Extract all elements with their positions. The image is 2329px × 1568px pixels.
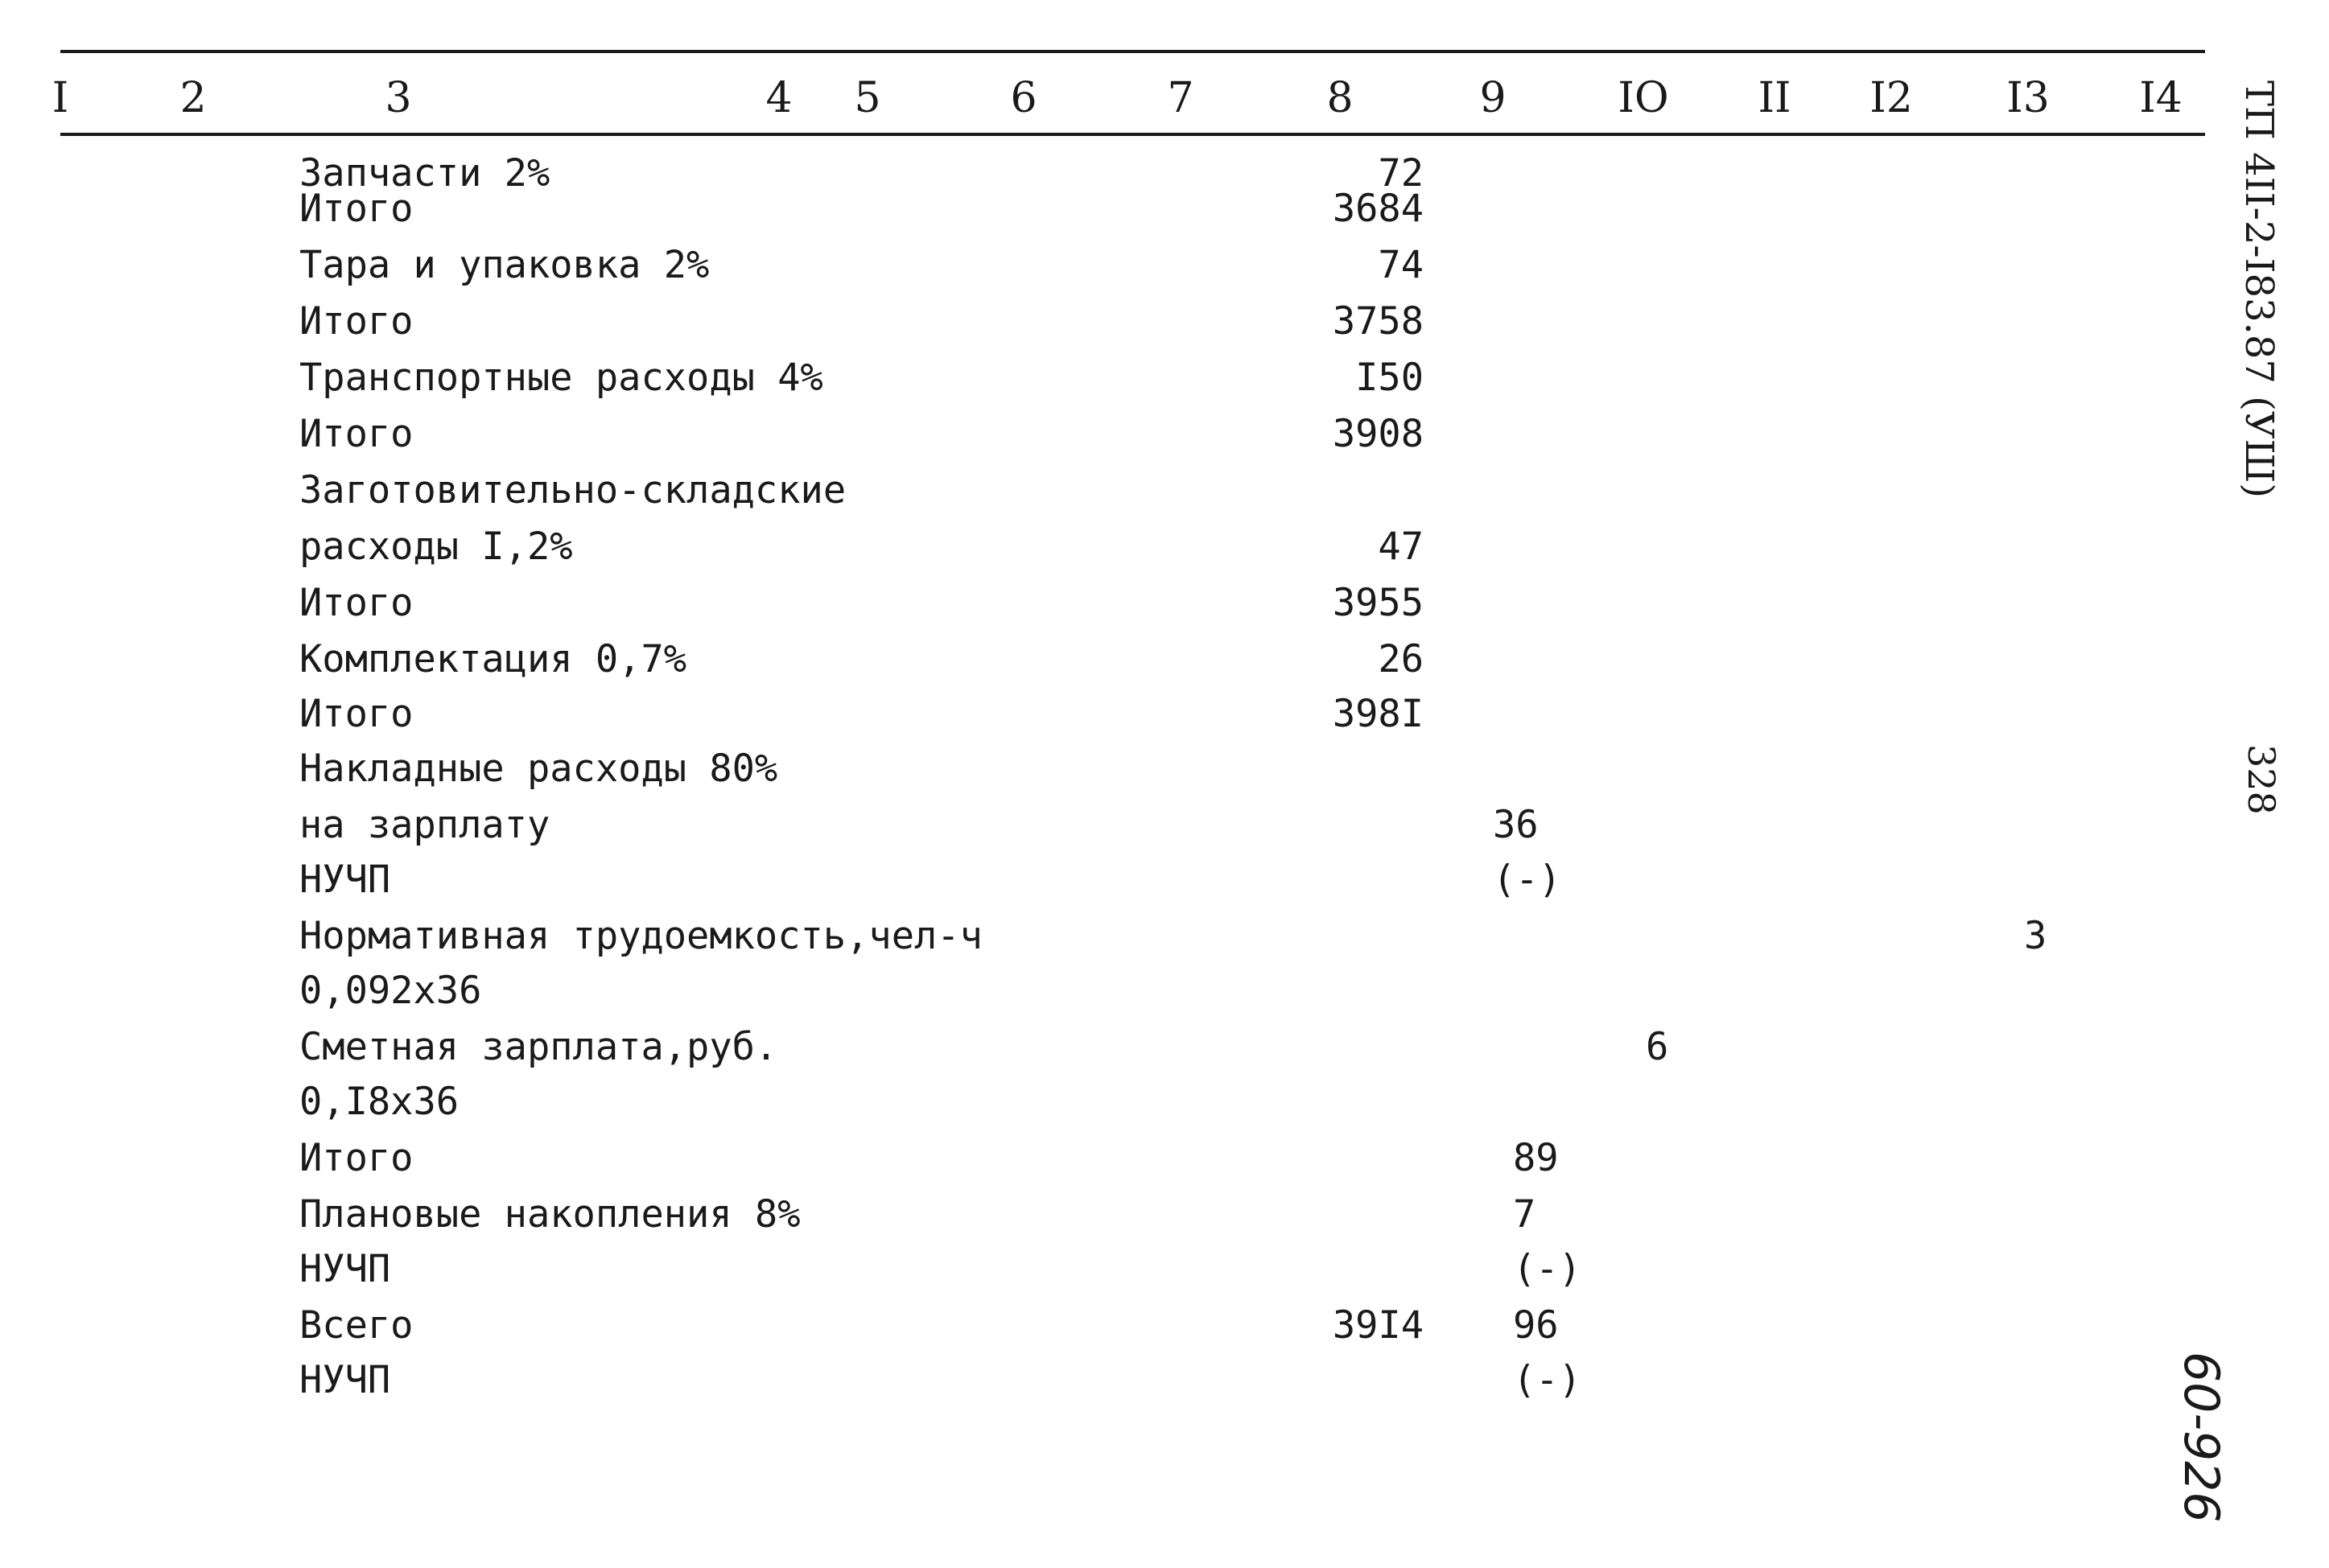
cell-col10: 6 bbox=[1646, 1025, 1669, 1069]
row-label: Сметная зарплата,руб. bbox=[299, 1025, 778, 1069]
top-rule bbox=[60, 50, 2205, 53]
table-row bbox=[0, 525, 2329, 579]
table-row bbox=[0, 747, 2329, 801]
cell-col8: 26 bbox=[1378, 637, 1424, 681]
table-row bbox=[0, 1025, 2329, 1080]
row-label: НУЧП bbox=[299, 858, 391, 902]
row-label: Транспортные расходы 4% bbox=[299, 356, 823, 400]
column-number: I4 bbox=[2139, 74, 2183, 122]
cell-col8: 39I4 bbox=[1332, 1303, 1424, 1348]
row-label: Комплектация 0,7% bbox=[299, 637, 687, 681]
cell-col9: 7 bbox=[1513, 1192, 1536, 1237]
cell-col13: 3 bbox=[2024, 914, 2047, 958]
cell-col8: 72 bbox=[1378, 151, 1424, 195]
table-row bbox=[0, 468, 2329, 523]
row-label: 0,I8х36 bbox=[299, 1080, 460, 1124]
row-label: Тара и упаковка 2% bbox=[299, 243, 710, 287]
column-number: I2 bbox=[1869, 74, 1913, 122]
column-number: 6 bbox=[1010, 74, 1037, 122]
row-label: Итого bbox=[299, 412, 414, 456]
table-row bbox=[0, 914, 2329, 969]
row-label: Итого bbox=[299, 299, 414, 344]
column-number: I3 bbox=[2006, 74, 2050, 122]
row-label: Нормативная трудоемкость,чел-ч bbox=[299, 914, 983, 958]
table-row bbox=[0, 1247, 2329, 1302]
column-number: IO bbox=[1618, 74, 1669, 122]
table-row bbox=[0, 1358, 2329, 1413]
column-number: 5 bbox=[854, 74, 881, 122]
table-row bbox=[0, 803, 2329, 858]
row-label: Запчасти 2% bbox=[299, 151, 550, 195]
cell-col8: 3955 bbox=[1332, 581, 1424, 625]
column-number: II bbox=[1758, 74, 1791, 122]
row-label: Итого bbox=[299, 1136, 414, 1180]
cell-col8: 47 bbox=[1378, 525, 1424, 569]
row-label: Итого bbox=[299, 692, 414, 736]
row-label: Всего bbox=[299, 1303, 414, 1348]
row-label: НУЧП bbox=[299, 1247, 391, 1291]
column-number: 7 bbox=[1167, 74, 1194, 122]
cell-col8: I50 bbox=[1355, 356, 1424, 400]
cell-col9: (-) bbox=[1513, 1247, 1581, 1291]
row-label: НУЧП bbox=[299, 1358, 391, 1402]
table-row bbox=[0, 1136, 2329, 1191]
row-label: на зарплату bbox=[299, 803, 550, 847]
table-row bbox=[0, 356, 2329, 410]
column-number: 3 bbox=[385, 74, 412, 122]
column-number: 4 bbox=[765, 74, 793, 122]
row-label: Заготовительно-складские bbox=[299, 468, 847, 512]
table-row bbox=[0, 692, 2329, 747]
table-row bbox=[0, 243, 2329, 298]
table-row bbox=[0, 581, 2329, 636]
cell-col8: 3908 bbox=[1332, 412, 1424, 456]
row-label: 0,092х36 bbox=[299, 969, 482, 1013]
side-document-code: ТП 4II-2-I83.87 (УШ) bbox=[2236, 80, 2282, 499]
row-label: Плановые накопления 8% bbox=[299, 1192, 801, 1237]
cell-col8: 398I bbox=[1332, 692, 1424, 736]
column-number: 8 bbox=[1326, 74, 1354, 122]
cell-col8: 3758 bbox=[1332, 299, 1424, 344]
row-label: Итого bbox=[299, 187, 414, 231]
table-row bbox=[0, 1192, 2329, 1247]
row-label: расходы I,2% bbox=[299, 525, 573, 569]
table-row bbox=[0, 1303, 2329, 1358]
table-row bbox=[0, 969, 2329, 1023]
table-row bbox=[0, 187, 2329, 241]
cell-col9: (-) bbox=[1513, 1358, 1581, 1402]
cell-col9: 89 bbox=[1513, 1136, 1559, 1180]
cell-col9: (-) bbox=[1493, 858, 1561, 902]
table-row bbox=[0, 299, 2329, 354]
column-number: 2 bbox=[179, 74, 207, 122]
cell-col8: 3684 bbox=[1332, 187, 1424, 231]
table-row bbox=[0, 858, 2329, 912]
column-number: I bbox=[52, 74, 69, 122]
side-page-number: 328 bbox=[2240, 744, 2283, 815]
cell-col9: 96 bbox=[1513, 1303, 1559, 1348]
table-row bbox=[0, 412, 2329, 467]
header-bottom-rule bbox=[60, 133, 2205, 136]
row-label: Итого bbox=[299, 581, 414, 625]
table-row bbox=[0, 637, 2329, 692]
side-sheet-number: 60-926 bbox=[2173, 1352, 2229, 1523]
cell-col8: 74 bbox=[1378, 243, 1424, 287]
row-label: Накладные расходы 80% bbox=[299, 747, 778, 791]
cell-col9: 36 bbox=[1493, 803, 1539, 847]
column-number: 9 bbox=[1479, 74, 1507, 122]
table-row bbox=[0, 1080, 2329, 1134]
